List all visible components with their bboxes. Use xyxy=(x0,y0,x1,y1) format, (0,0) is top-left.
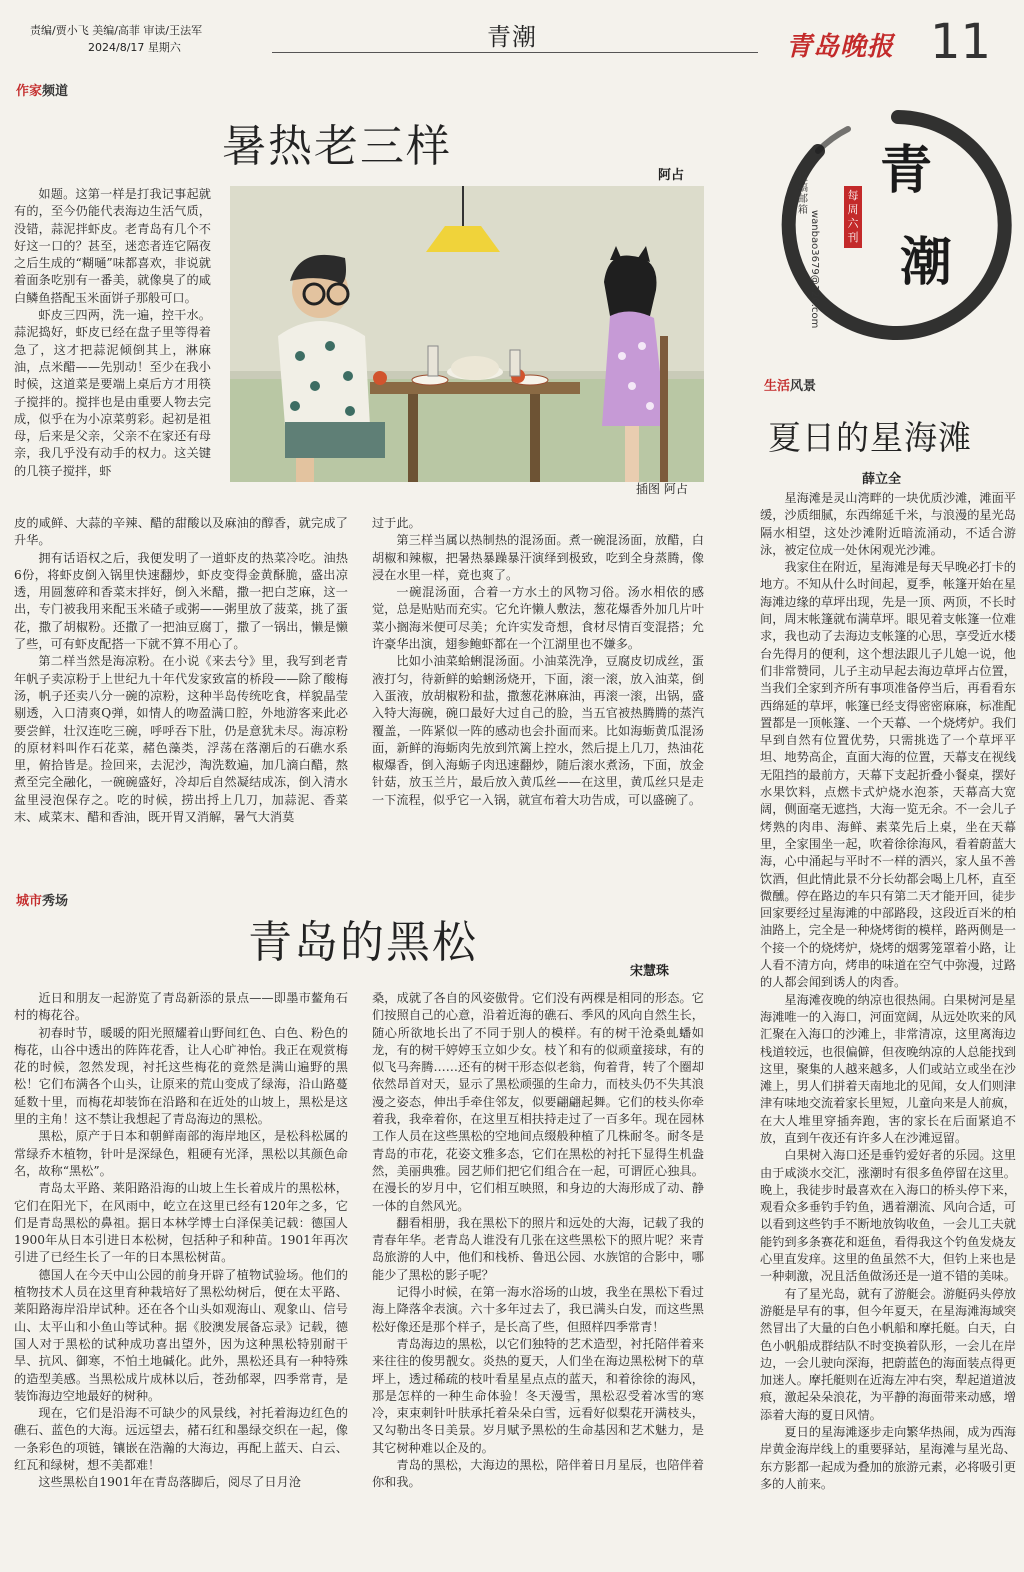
editors-line: 责编/贾小飞 美编/高菲 审读/王法军 xyxy=(30,24,203,37)
column-tag-city-show xyxy=(16,890,68,909)
illustration-image xyxy=(230,186,704,482)
paragraph: 德国人在今天中山公园的前身开辟了植物试验场。他们的植物技术人员在这里育种栽培好了黑松幼树后，便在太平路、莱阳路海岸沿岸试种。还在各个山头如观海山、观象山、信号山、太平山和小鱼山等试种。据《胶澳发展备忘录》记载，德国人对于黑松的试种成功喜出望外，因为这种黑松特别耐干旱、抗风、御寒，不怕土地碱化。此外，黑松还具有一种特殊的造型美感。当黑松成片成林以后，苍劲郁翠，四季常青，是装饰海边空地最好的树种。 xyxy=(14,1267,348,1403)
paragraph: 过于此。 xyxy=(372,516,421,530)
paragraph: 青岛太平路、莱阳路沿海的山坡上生长着成片的黑松林，它们在阳光下，在风雨中，屹立在这里已经有120年之多，它们是青岛黑松的鼻祖。据日本林学博士白泽保美记载：德国人1900年从日本引进日本松树，包括种子和种苗。1901年再次引进了已经生长了一年的日本黑松树苗。 xyxy=(14,1181,348,1265)
paragraph: 拥有话语权之后，我便发明了一道虾皮的热菜冷吃。油热6份，将虾皮倒入锅里快速翻炒，虾皮变得金黄酥脆，盛出凉透，用圆葱碎和香菜末拌好，倒入米醋，撒一把白芝麻，这一出，专门被我用来配玉米碴子或粥——粥里放了菠菜，挑了蛋花，撒了胡椒粉。还撒了一把油豆腐丁，撒了一锅出，懒是懒了些，可有虾皮配搭一下就不算不用心了。 xyxy=(14,550,348,652)
logo-char-qing: 青 xyxy=(880,140,933,201)
article-body-column xyxy=(14,990,348,1562)
paragraph: 夏日的星海滩逐步走向繁华热闹，成为西海岸黄金海岸线上的重要驿站，星海滩与星光岛、东方影都一起成为叠加的旅游元素，必将吸引更多的人前来。 xyxy=(760,1425,1016,1491)
article-headline: 夏日的星海滩 xyxy=(768,418,972,457)
paragraph: 这些黑松自1901年在青岛落脚后，阅尽了日月沧 xyxy=(38,1475,301,1490)
paragraph: 一碗混汤面，合着一方水土的风物习俗。汤水相依的感觉，总是贴贴而充实。它允许懒人敷法，葱花爆香外加几片叶菜小搁海米便可尽美；允许实发奇想，食材尽情百变混搭；允许豪华出演，翅参鲍虾都在一个江湖里也不嫌多。 xyxy=(372,585,704,652)
article-byline: 阿占 xyxy=(658,168,685,183)
paragraph: 比如小油菜蛤蜊混汤面。小油菜洗净，豆腐皮切成丝，蛋液打匀，待新鲜的蛤蜊汤烧开，下面，滚一滚，放入油菜，倒入蛋液，放胡椒粉和盐，撒葱花淋麻油，再滚一滚，出锅，盛入特大海碗，碗口最好大过自己的脸，当五官被热腾腾的蒸汽覆盖，一阵紧似一阵的感动也会扑面而来。比如海蛎黄瓜混汤面，新鲜的海蛎肉先放到笊篱上控水，然后提上几刀，热油花椒爆香，倒入海蛎子肉迅速翻炒，随后滚水煮汤，下面，放金针菇，放玉兰片，最后放入黄瓜丝——在这里，黄瓜丝只是走一下流程，似乎它一入锅，就宣布着大功告成，可以盛碗了。 xyxy=(372,654,704,807)
article-body-column xyxy=(372,990,704,1562)
paragraph: 虾皮三四两，洗一遍，控干水。蒜泥捣好，虾皮已经在盘子里等得着急了，这才把蒜泥倾倒其上，淋麻油，点米醋——先别动！至少在我小时候，这道菜是要端上桌后方才用筷子搅拌的。搅拌也是由重要人物去完成，似乎在为小凉菜剪彩。起初是祖母，后来是父亲，父亲不在家还有母亲，我几乎没有动手的权力。这关键的几筷子搅拌，虾 xyxy=(14,308,211,478)
article-body-column xyxy=(14,515,348,860)
header-rule xyxy=(272,52,758,53)
paragraph: 如题。这第一样是打我记事起就有的，至今仍能代表海边生活气质，没错，蒜泥拌虾皮。老青岛有几个不好这一口的？甚至，迷恋者连它隔夜之后生成的“糊嗵”味都喜欢，非说就着面条吃别有一番美，就像臭了的咸白鳞鱼搭配玉米面饼子那般可口。 xyxy=(14,187,211,305)
paragraph: 记得小时候，在第一海水浴场的山坡，我坐在黑松下看过海上降落伞表演。六十多年过去了，我已满头白发，而这些黑松好像还是那个样子，是长高了些，但照样四季常青！ xyxy=(372,1285,704,1334)
illustration-caption: 插图 阿占 xyxy=(636,482,688,496)
article-headline: 暑热老三样 xyxy=(222,121,452,172)
issue-date: 2024/8/17 星期六 xyxy=(88,41,181,54)
article-headline: 青岛的黑松 xyxy=(248,917,478,968)
paragraph: 青岛的黑松，大海边的黑松，陪伴着日月星辰，也陪伴着你和我。 xyxy=(372,1458,704,1490)
tag-red-part: 城市 xyxy=(16,894,43,909)
paragraph: 我家住在附近，星海滩是每天早晚必打卡的地方。不知从什么时间起，夏季，帐篷开始在星海滩边缘的草坪出现，先是一顶、两顶，不长时间，周末帐篷就布满草坪。眼见着支帐篷一位难求，我也动了去海边支帐篷的心思，享受近水楼台先得月的便利，这个想法跟儿子儿媳一说，他们非常赞同，儿子主动早起去海边草坪占位置，当我们全家到齐所有事项准备停当后，再看看东西绵延的草坪，帐篷已经支得密密麻麻，标准配置都是一顶帐篷、一个天幕、一个烧烤炉。我们早到自然有位置优势，只需挑选了一个草坪平坦、地势高企，直面大海的位置，天幕支在视线无阻挡的最前方，天幕下支起折叠小餐桌，摆好水果饮料，点燃卡式炉烧水泡茶，天幕高大宽阔，侧面毫无遮挡，大海一览无余。不一会儿子烤熟的肉串、海鲜、素菜先后上桌，坐在天幕里，全家围坐一起，吹着徐徐海风，看着蔚蓝大海，心中涌起与平时不一样的洒兴，家人虽不善饮酒，但此情此景不分长幼都会喝上几杯，直至微醺。停在路边的车只有第二天才能开回，徒步回家要经过星海滩的中部路段，这段近百米的柏油路上，完全是一种烧烤街的模样，路两侧是一个接一个的烧烤炉，烧烤的烟雾笼罩着小路，让人看不清方向，烤串的味道在空气中弥漫，过路的人都会闻到诱人的肉香。 xyxy=(760,560,1016,990)
paragraph: 星海滩夜晚的纳凉也很热闹。白果树河是星海滩唯一的入海口，河面宽阔，从远处吹来的风汇聚在入海口的沙滩上，非常清凉，这里离海边栈道较远，也很偏僻，但夜晚纳凉的人总能找到这里，聚集的人越来越多，人们或站立或坐在沙滩上，男人们拼着天南地北的见闻，女人们则津津有味地交流着家长里短，儿童向来是人前疯，在大人堆里穿插奔跑，害的家长在后面紧追不放，直到午夜还有许多人在沙滩逗留。 xyxy=(760,992,1016,1145)
page-number: 11 xyxy=(930,14,992,70)
newspaper-logo: 青岛晚报 xyxy=(786,32,895,62)
paragraph: 第二样当然是海凉粉。在小说《来去兮》里，我写到老青年帆子卖凉粉于上世纪九十年代发家致富的桥段——除了酸梅汤，帆子还卖八分一碗的凉粉，这种半岛传统吃食，样貌晶莹剔透，入口清爽Q弹，如情人的吻盈满口腔，外地游客来此必要尝鲜，壮汉连吃三碗，呼呼吞下肚，仍是意犹未尽。海凉粉的原材料叫作石花菜，赭色藻类，浮荡在落潮后的石礁水系里，俯拾皆是。捡回来，去泥沙，淘洗数遍，加几滴白醋，熬煮至完全融化，一碗碗盛好，冷却后自然凝结成冻，倒入清水盆里浸泡保存之。吃的时候，捞出捋上几刀，加蒜泥、香菜末、咸菜末、醋和香油，既开胃又消解，暑气大消莫 xyxy=(14,654,348,825)
paragraph: 黑松，原产于日本和朝鲜南部的海岸地区，是松科松属的常绿乔木植物，针叶是深绿色，粗硬有光泽，黑松以其颜色命名，故称“黑松”。 xyxy=(14,1129,348,1178)
article-body-column xyxy=(760,490,1016,1562)
paragraph: 皮的咸鲜、大蒜的辛辣、醋的甜酸以及麻油的醇香，就完成了升华。 xyxy=(14,516,348,548)
paragraph: 桑，成就了各自的风姿傲骨。它们没有两棵是相同的形态。它们按照自己的心意，沿着近海的礁石、季风的风向自然生长，随心所欲地长出了不同于别人的模样。有的树干沧桑虬蟠如龙，有的树干婷婷玉立如少女。枝丫和有的似顽童接球，有的似飞马奔腾……还有的树干形态似老翁，佝着背，转了个圈却依然昂首对天，显示了黑松顽强的生命力，而枝头仍不失其浪漫之姿态，伸出手牵住邻友，似要翩翩起舞。它们的枝头你牵着我，我牵着你，在这里互相扶持走过了一百多年。现在园林工作人员在这些黑松的空地间点缀般种植了几株耐冬。耐冬是青岛的市花，花姿文雅多态，它们在黑松的衬托下显得生机盎然，美丽典雅。园艺师们把它们组合在一起，可谓匠心独具。在漫长的岁月中，它们相互映照，和身边的大海形成了动、静一体的自然风光。 xyxy=(372,991,704,1213)
tag-red-part: 生活 xyxy=(764,379,791,394)
paragraph: 有了星光岛，就有了游艇会。游艇码头停放游艇是早有的事，但今年夏天，在星海滩海域突然冒出了大量的白色小帆船和摩托艇。白天，白色小帆船成群结队不时变换着队形，一会儿在岸边，一会儿驶向深海，把蔚蓝色的海面装点得更加迷人。摩托艇则在近海左冲右突，犁起道道波痕，激起朵朵浪花，为平静的海面带来动感，增添着大海的夏日风情。 xyxy=(760,1286,1016,1422)
mailbox-email: wanbao3679@126.com xyxy=(809,210,820,329)
couple-dining-illustration xyxy=(230,186,704,482)
article-byline: 宋慧珠 xyxy=(630,964,670,979)
tag-black-part: 频道 xyxy=(42,84,69,99)
paragraph: 现在，它们是沿海不可缺少的风景线，衬托着海边红色的礁石、蓝色的大海。远远望去，赭石红和墨绿交织在一起，像一条彩色的项链，镶嵌在浩瀚的大海边，再配上蓝天、白云、红瓦和绿树，想不美都难！ xyxy=(14,1406,348,1473)
paragraph: 第三样当属以热制热的混汤面。煮一碗混汤面，放醋，白胡椒和辣椒，把暑热暴躁暴汗演绎到极致，吃到全身蒸腾，像浸在水里一样，竟也爽了。 xyxy=(372,533,704,582)
article-body-column xyxy=(372,515,704,860)
paragraph: 白果树入海口还是垂钓爱好者的乐园。这里由于咸淡水交汇，涨潮时有很多鱼停留在这里。晚上，我徒步时最喜欢在入海口的桥头停下来，观看众多垂钓手钓鱼，遇着潮流、风向合适，可以看到这些钓手不断地放钩收鱼，一会儿工夫就能钓到多条赛花和逛鱼，看得我这个钓鱼发烧友心里直发痒。这里的鱼虽然不大，但钓上来也是一种刺激，况且活鱼做汤还是一道不错的美味。 xyxy=(760,1148,1016,1284)
column-tag-writer-channel xyxy=(16,80,68,99)
tag-black-part: 秀场 xyxy=(42,894,69,909)
column-tag-life-scenery xyxy=(764,375,816,394)
section-title: 青潮 xyxy=(487,23,537,51)
tag-red-part: 作家 xyxy=(16,84,43,99)
paragraph: 青岛海边的黑松，以它们独特的艺术造型，衬托陪伴着来来往往的俊男靓女。炎热的夏天，人们坐在海边黑松树下的草坪上，透过稀疏的枝叶看星星点点的蓝天，和着徐徐的海风，那是怎样的一种生命体验！冬天漫雪，黑松忍受着冰雪的寒冷，束束刺针叶肤承托着朵朵白雪，远看好似梨花开满枝头，又勾勒出冬日美景。岁月赋予黑松的生命基因和艺术魅力，是其它树种难以企及的。 xyxy=(372,1336,704,1455)
paragraph: 初春时节，暖暖的阳光照耀着山野间红色、白色、粉色的梅花，山谷中透出的阵阵花香，让人心旷神怡。我正在观赏梅花的时候，忽然发现，衬托这些梅花的竟然是满山遍野的黑松！它们布满各个山头，让原来的荒山变成了绿海，沿山路蔓延数十里，而梅花却装饰在沿路和在近处的山坡上，黑松是这里的主角！这不禁让我想起了青岛海边的黑松。 xyxy=(14,1025,348,1127)
weekly-badge: 每周六刊 xyxy=(844,186,862,248)
paragraph: 星海滩是灵山湾畔的一块优质沙滩，滩面平缓，沙质细腻，东西绵延千米，与浪漫的星光岛隔水相望，这处沙滩附近暗流涌动，不适合游泳，被定位成一处休闲观光沙滩。 xyxy=(760,491,1016,557)
tag-black-part: 风景 xyxy=(790,379,817,394)
paragraph: 翻看相册，我在黑松下的照片和远处的大海，记载了我的青春年华。老青岛人谁没有几张在这些黑松下的照片呢？来青岛旅游的人中，他们和栈桥、鲁迅公园、水族馆的合影中，哪能少了黑松的影子呢？ xyxy=(372,1215,704,1282)
article-body-column xyxy=(14,186,211,516)
logo-char-chao: 潮 xyxy=(900,232,953,293)
paragraph: 近日和朋友一起游览了青岛新添的景点——即墨市鳌角石村的梅花谷。 xyxy=(14,991,348,1023)
article-byline: 薛立全 xyxy=(862,472,902,487)
page-meta xyxy=(30,22,202,56)
mailbox-label: 投稿邮箱 xyxy=(798,172,808,216)
